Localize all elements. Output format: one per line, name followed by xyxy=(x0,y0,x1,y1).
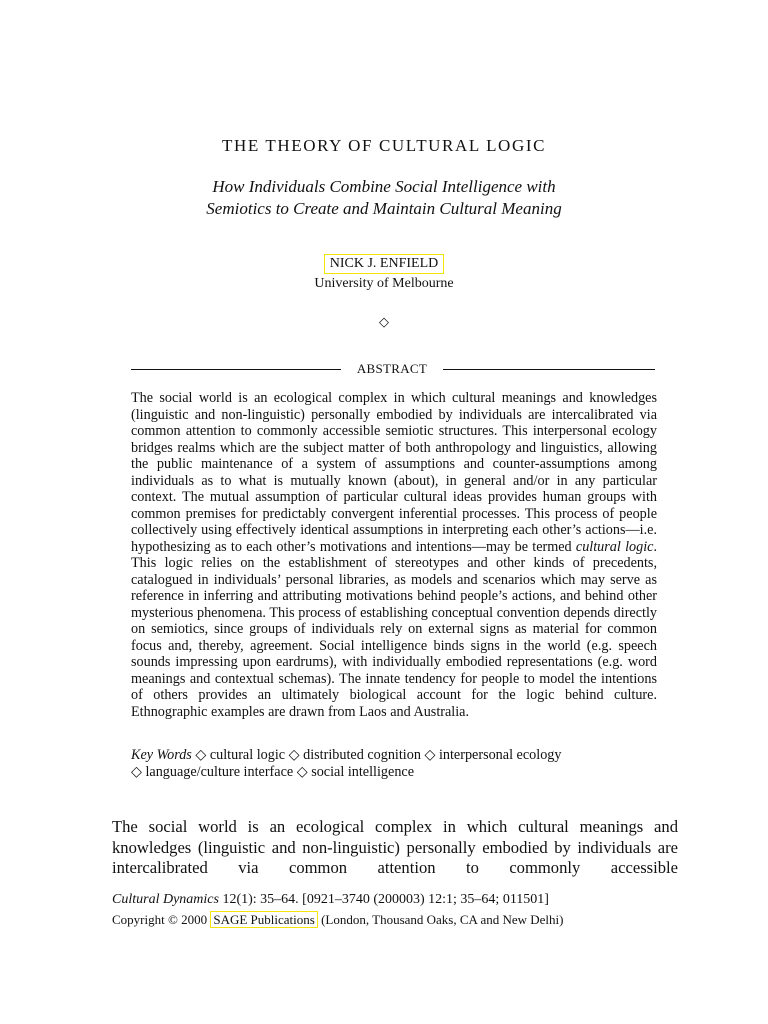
article-title: THE THEORY OF CULTURAL LOGIC xyxy=(221,136,547,155)
copyright-prefix: Copyright © 2000 xyxy=(112,912,211,927)
abstract-body xyxy=(131,390,657,720)
key-words xyxy=(131,747,657,780)
diamond-icon: ◇ xyxy=(195,747,210,763)
author-name[interactable]: NICK J. ENFIELD xyxy=(324,254,445,274)
diamond-icon: ◇ xyxy=(296,763,312,780)
body-paragraph: The social world is an ecological complex in which cultural meanings and knowledges (linguistic and non-linguistic) personally embodied by individuals are intercalibrated via common attention to commonly accessible xyxy=(112,817,678,877)
abstract-text-part2: . This logic relies on the establishment of stereotypes and other kinds of precedents, catalogued in individuals’ personal libraries, as models and scenarios which may serve as reference in inferring and attributing motivations behind people’s actions, and behind other mysterious phenomena. This process of establishing conceptual convention depends directly on semiotics, since groups of individuals rely on external signs as material for common focus and, thereby, agreement. Social intelligence binds signs in the world (e.g. speech sounds impressing upon eardrums), with individually embodied representations (e.g. word meanings and contextual schemas). The innate tendency for people to model the intentions of others provides an ultimately biological account for the logic behind culture. Ethnographic examples are drawn from Laos and Australia. xyxy=(131,538,657,720)
publisher-link[interactable]: SAGE Publications xyxy=(210,911,317,928)
author-affiliation: University of Melbourne xyxy=(314,276,454,291)
rule-right xyxy=(443,369,655,370)
keyword: interpersonal ecology xyxy=(438,747,562,763)
journal-name: Cultural Dynamics xyxy=(112,892,219,907)
keyword: distributed cognition xyxy=(303,747,421,763)
copyright-line xyxy=(112,912,712,928)
keyword: social intelligence xyxy=(311,763,415,780)
article-subtitle xyxy=(0,176,768,220)
diamond-icon: ◇ xyxy=(131,763,146,780)
abstract-emphasis: cultural logic xyxy=(575,538,654,555)
keyword: language/culture interface xyxy=(145,763,294,780)
keyword: cultural logic xyxy=(209,747,286,763)
rule-left xyxy=(131,369,341,370)
abstract-heading-rule xyxy=(131,359,655,379)
copyright-suffix: (London, Thousand Oaks, CA and New Delhi) xyxy=(317,912,564,927)
abstract-text-part1: The social world is an ecological complex in which cultural meanings and knowledges (linguistic and non-linguistic) personally embodied by individuals are intercalibrated via common attention to commonly accessible semiotic structures. This interpersonal ecology bridges realms which are the subject matter of both anthropology and linguistics, allowing the public maintenance of a system of assumptions and counter-assumptions among individuals as to what is mutually known (about), in general and/or in any particular context. The mutual assumption of particular cultural ideas provides human groups with common premises for predictably convergent inferential processes. This process of people collectively using effectively identical assumptions in interpreting each other’s actions—i.e. hypothesizing as to each other’s motivations and intentions—may be termed xyxy=(131,390,657,555)
author-block xyxy=(0,254,768,274)
key-words-label: Key Words xyxy=(131,747,192,763)
abstract-paragraph xyxy=(131,390,657,720)
diamond-ornament-icon: ◇ xyxy=(379,314,389,329)
citation-details: 12(1): 35–64. [0921–3740 (200003) 12:1; 35–64; 011501] xyxy=(218,892,549,907)
abstract-heading: ABSTRACT xyxy=(356,361,428,376)
diamond-icon: ◇ xyxy=(288,747,304,763)
diamond-icon: ◇ xyxy=(424,747,439,763)
subtitle-line-1: How Individuals Combine Social Intelligence with xyxy=(212,177,556,196)
subtitle-line-2: Semiotics to Create and Maintain Cultural Meaning xyxy=(206,199,562,218)
journal-citation xyxy=(112,892,712,908)
